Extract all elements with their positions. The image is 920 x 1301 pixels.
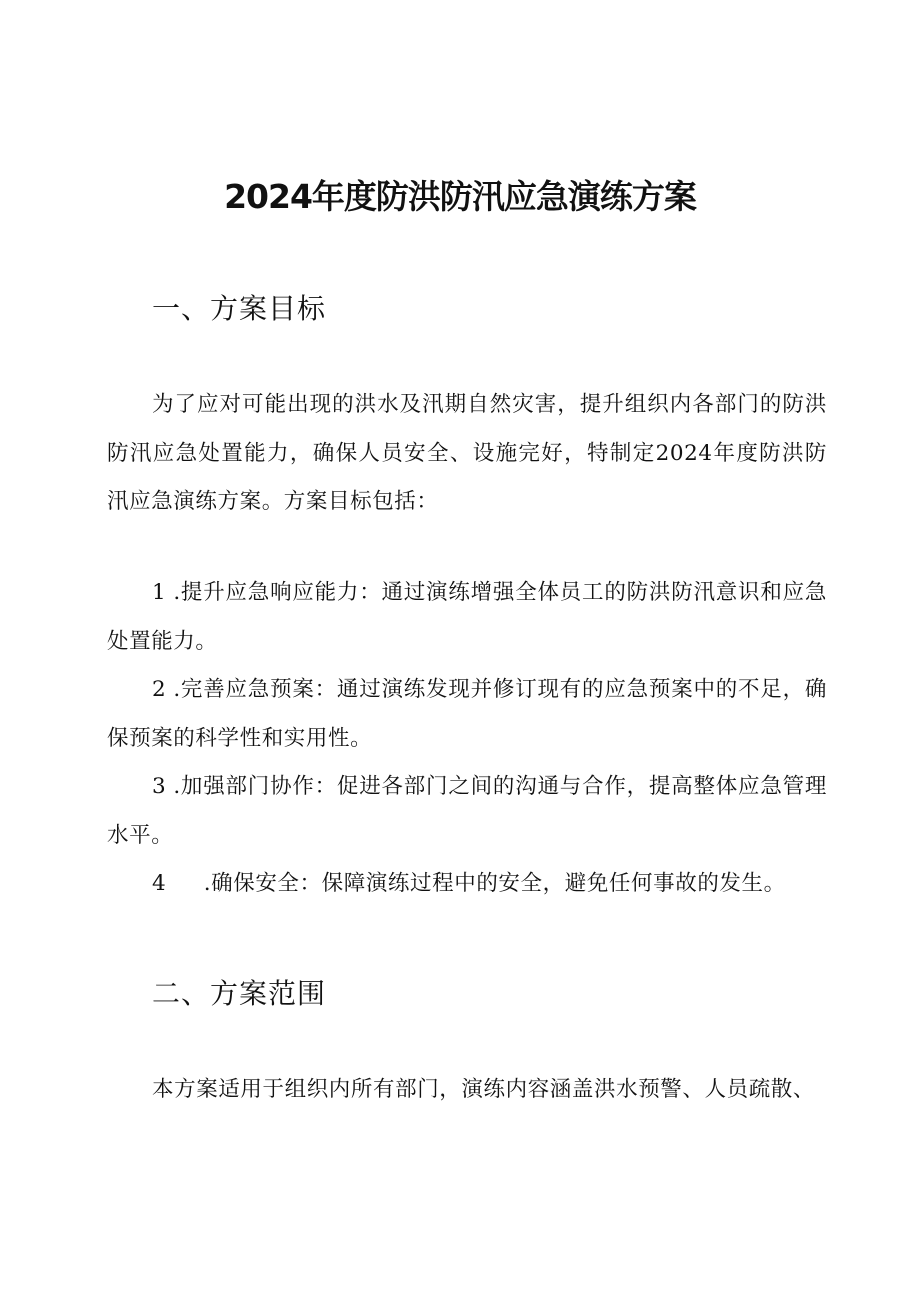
goal-item xyxy=(107,569,827,666)
scope-paragraph: 本方案适用于组织内所有部门，演练内容涵盖洪水预警、人员疏散、 xyxy=(152,1077,816,1102)
section-heading-goals: 一、方案目标 xyxy=(152,292,327,325)
goal-item-number: 1 xyxy=(152,580,166,605)
goal-item-number: 2 xyxy=(152,677,166,702)
goals-intro-paragraph: 为了应对可能出现的洪水及汛期自然灾害，提升组织内各部门的防洪防汛应急处置能力，确保人员安全、设施完好，特制定2024年度防洪防汛应急演练方案。方案目标包括： xyxy=(107,392,827,514)
goal-item xyxy=(107,860,827,909)
goal-item-text: .确保安全：保障演练过程中的安全，避免任何事故的发生。 xyxy=(203,871,786,896)
goal-item-number: 3 xyxy=(152,774,166,799)
goal-item xyxy=(107,666,827,763)
goal-item-text: .提升应急响应能力：通过演练增强全体员工的防洪防汛意识和应急处置能力。 xyxy=(107,580,827,654)
goal-item-text: .加强部门协作：促进各部门之间的沟通与合作，提高整体应急管理水平。 xyxy=(107,774,827,848)
section-heading-scope: 二、方案范围 xyxy=(152,977,327,1010)
goal-item-number: 4 xyxy=(152,871,166,896)
goal-item-text: .完善应急预案：通过演练发现并修订现有的应急预案中的不足，确保预案的科学性和实用性。 xyxy=(107,677,827,751)
document-title: 2024年度防洪防汛应急演练方案 xyxy=(224,177,696,216)
goal-item xyxy=(107,763,827,860)
